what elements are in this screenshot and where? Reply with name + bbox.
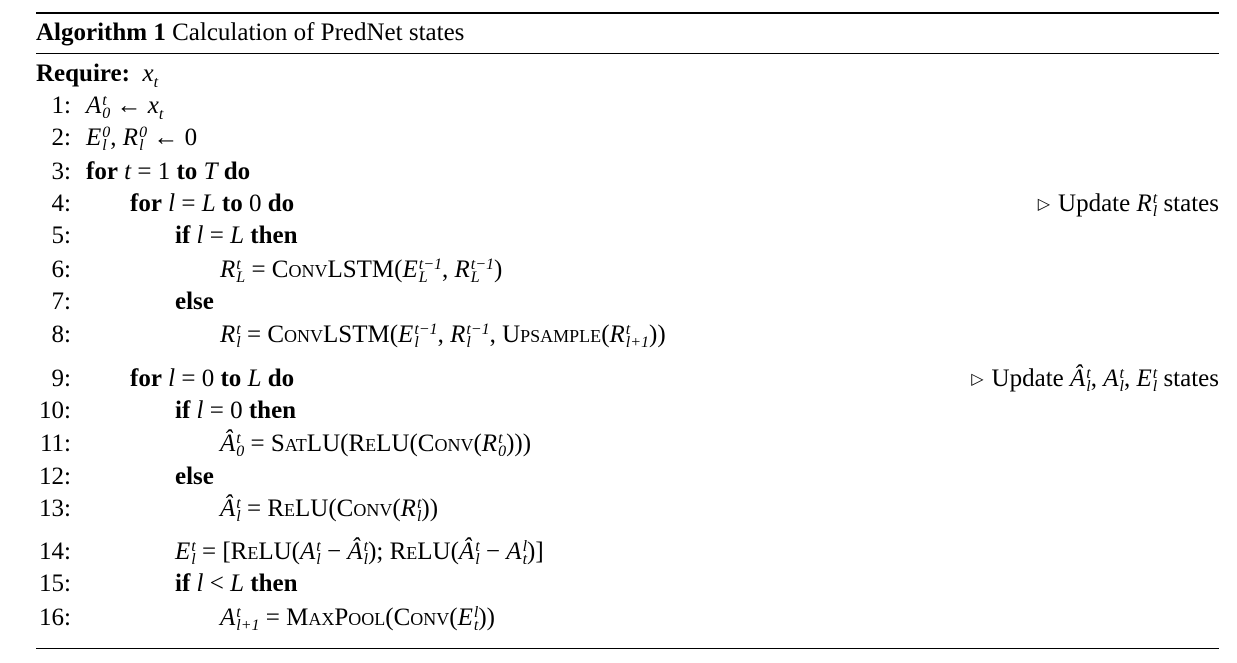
line-code: Â t 0 = SatLU(ReLU(Conv(R t 0 ))) [220,430,532,461]
triangle-icon: ▷ [971,371,984,388]
top-rule [36,12,1219,14]
line-code: for l = L to 0 do [130,190,295,217]
require-expr: $x_t$ [136,60,159,91]
line-number: 11: [39,430,71,457]
line-number: 16: [39,604,71,631]
line-comment: ▷ Update R t l states [1037,190,1219,221]
line-code: if l = 0 then [175,397,297,424]
line-number: 13: [39,495,71,522]
line-code: Â t l = ReLU(Conv(R t l )) [220,495,439,526]
require-line [36,58,158,90]
algorithm-line [0,492,1237,526]
line-code: else [175,288,214,315]
algorithm-title: Calculation of PredNet states [172,19,465,46]
algorithm-line [0,187,1237,221]
algorithm-line [0,567,1237,601]
algorithm-label: Algorithm 1 [36,19,166,46]
algorithm-line [0,253,1237,287]
line-number: 5: [51,222,71,249]
algorithm-line [0,394,1237,428]
line-code: E 0 l , R 0 l ← 0 [86,124,198,155]
algorithm-line [0,318,1237,352]
line-number: 3: [51,158,71,185]
algorithm-line [0,89,1237,123]
algorithm-line [0,121,1237,155]
line-code: for l = 0 to L do [130,365,295,392]
line-code: A t 0 ← $x_t$ [86,92,164,123]
line-number: 14: [39,538,71,565]
line-number: 10: [39,397,71,424]
line-code: E t l = [ReLU(A t l − Â t l ); ReLU(Â t l − A l t )] [175,538,544,569]
line-number: 12: [39,463,71,490]
bottom-rule [36,648,1219,649]
comment-text: Update [991,365,1064,392]
algorithm-line [0,155,1237,189]
line-code: R t L = ConvLSTM(E t−1 L , R t−1 L ) [220,256,503,287]
algorithm-line [0,601,1237,635]
algorithm-line [0,460,1237,494]
line-code: if l = L then [175,222,298,249]
algorithm-line [0,219,1237,253]
algorithm-line [0,535,1237,569]
triangle-icon: ▷ [1037,196,1051,213]
line-number: 9: [51,365,71,392]
algorithm-line [0,427,1237,461]
line-code: else [175,463,214,490]
line-code: for t = 1 to T do [86,158,251,185]
caption-rule [36,53,1219,54]
require-label: Require: [36,60,130,87]
line-comment: ▷ Update Â t l , A t l , E t l states [971,365,1219,396]
line-number: 8: [51,321,71,348]
line-code: R t l = ConvLSTM(E t−1 l , R t−1 l , Upsample(R t l+1 )) [220,321,666,352]
algorithm-line [0,285,1237,319]
line-number: 7: [51,288,71,315]
algorithm-caption [36,17,464,49]
comment-text: Update [1058,190,1131,217]
line-number: 2: [51,124,71,151]
line-number: 4: [51,190,71,217]
algorithm-line [0,362,1237,396]
line-code: if l < L then [175,570,298,597]
line-number: 6: [51,256,71,283]
line-code: A t l+1 = MaxPool(Conv(E l t )) [220,604,495,635]
line-number: 15: [39,570,71,597]
line-number: 1: [51,92,71,119]
